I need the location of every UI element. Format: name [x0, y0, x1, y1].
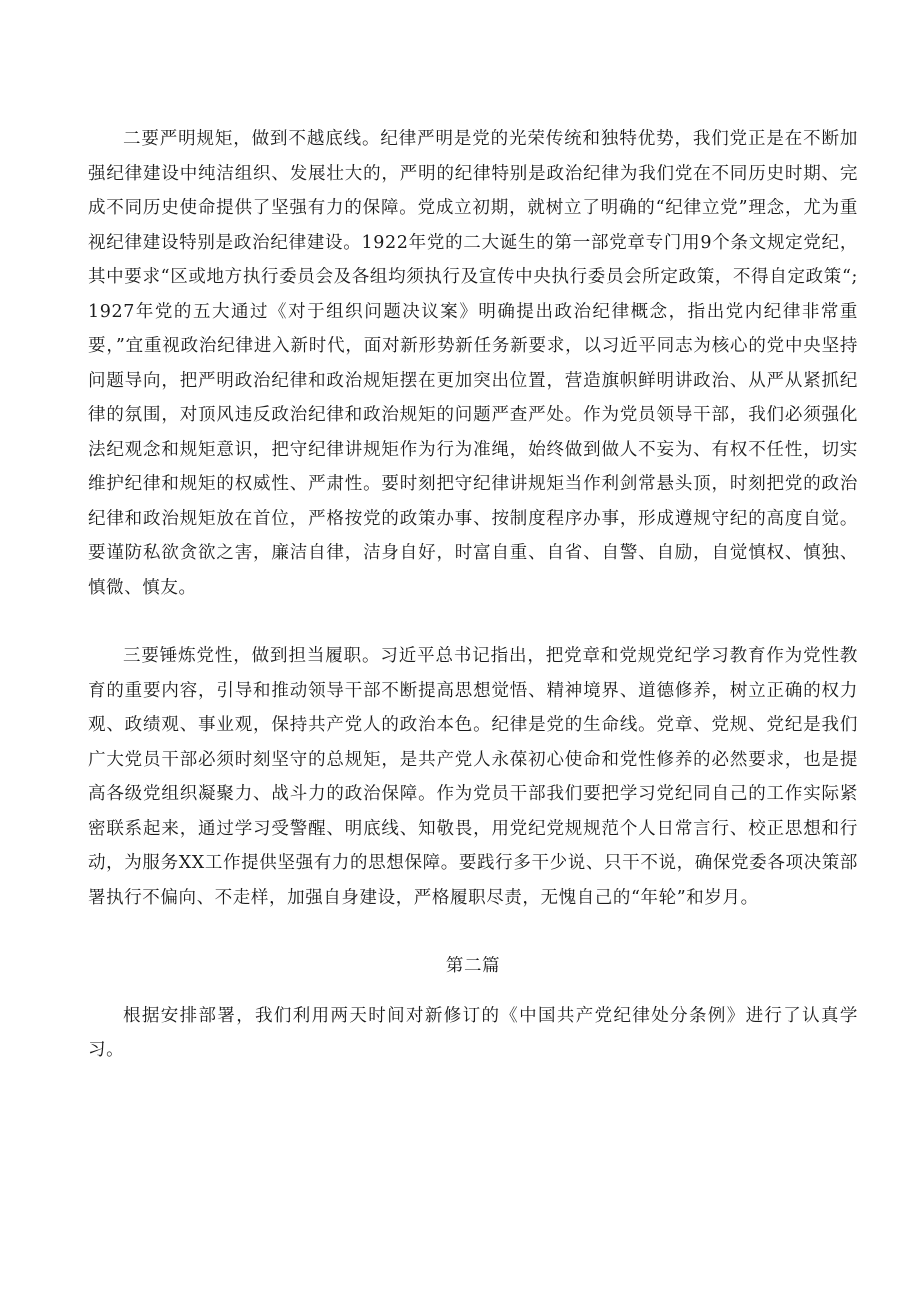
- section-title: 第二篇: [445, 956, 501, 976]
- body-paragraph: 二要严明规矩，做到不越底线。纪律严明是党的光荣传统和独特优势，我们党正是在不断加强纪律建设中纯洁组织、发展壮大的，严明的纪律特别是政治纪律为我们党在不同历史时期、完成不同历史使命提供了坚强有力的保障。党成立初期，就树立了明确的“纪律立党”理念，尤为重视纪律建设特别是政治纪律建设。1922年党的二大诞生的第一部党章专门用9个条文规定党纪，其中要求“区或地方执行委员会及各组均须执行及宣传中央执行委员会所定政策，不得自定政策“;1927年党的五大通过《对于组织问题决议案》明确提出政治纪律概念，指出党内纪律非常重要，”宜重视政治纪律进入新时代，面对新形势新任务新要求，以习近平同志为核心的党中央坚持问题导向，把严明政治纪律和政治规矩摆在更加突出位置，营造旗帜鲜明讲政治、从严从紧抓纪律的氛围，对顶风违反政治纪律和政治规矩的问题严查严处。作为党员领导干部，我们必须强化法纪观念和规矩意识，把守纪律讲规矩作为行为准绳，始终做到做人不妄为、有权不任性，切实维护纪律和规矩的权威性、严肃性。要时刻把守纪律讲规矩当作利剑常悬头顶，时刻把党的政治纪律和政治规矩放在首位，严格按党的政策办事、按制度程序办事，形成遵规守纪的高度自觉。要谨防私欲贪欲之害，廉洁自律，洁身自好，时富自重、自省、自警、自励，自觉慎权、慎独、慎微、慎友。: [88, 129, 858, 598]
- body-paragraph: 根据安排部署，我们利用两天时间对新修订的《中国共产党纪律处分条例》进行了认真学习。: [88, 1005, 858, 1060]
- body-paragraph: 三要锤炼党性，做到担当履职。习近平总书记指出，把党章和党规党纪学习教育作为党性教育的重要内容，引导和推动领导干部不断提高思想觉悟、精神境界、道德修养，树立正确的权力观、政绩观、事业观，保持共产党人的政治本色。纪律是党的生命线。党章、党规、党纪是我们广大党员干部必须时刻坚守的总规矩，是共产党人永葆初心使命和党性修养的必然要求，也是提高各级党组织凝聚力、战斗力的政治保障。作为党员干部我们要把学习党纪同自己的工作实际紧密联系起来，通过学习受警醒、明底线、知敬畏，用党纪党规规范个人日常言行、校正思想和行动，为服务XX工作提供坚强有力的思想保障。要践行多干少说、只干不说，确保党委各项决策部署执行不偏向、不走样，加强自身建设，严格履职尽责，无愧自己的“年轮”和岁月。: [88, 646, 858, 908]
- document-page: [88, 122, 858, 1068]
